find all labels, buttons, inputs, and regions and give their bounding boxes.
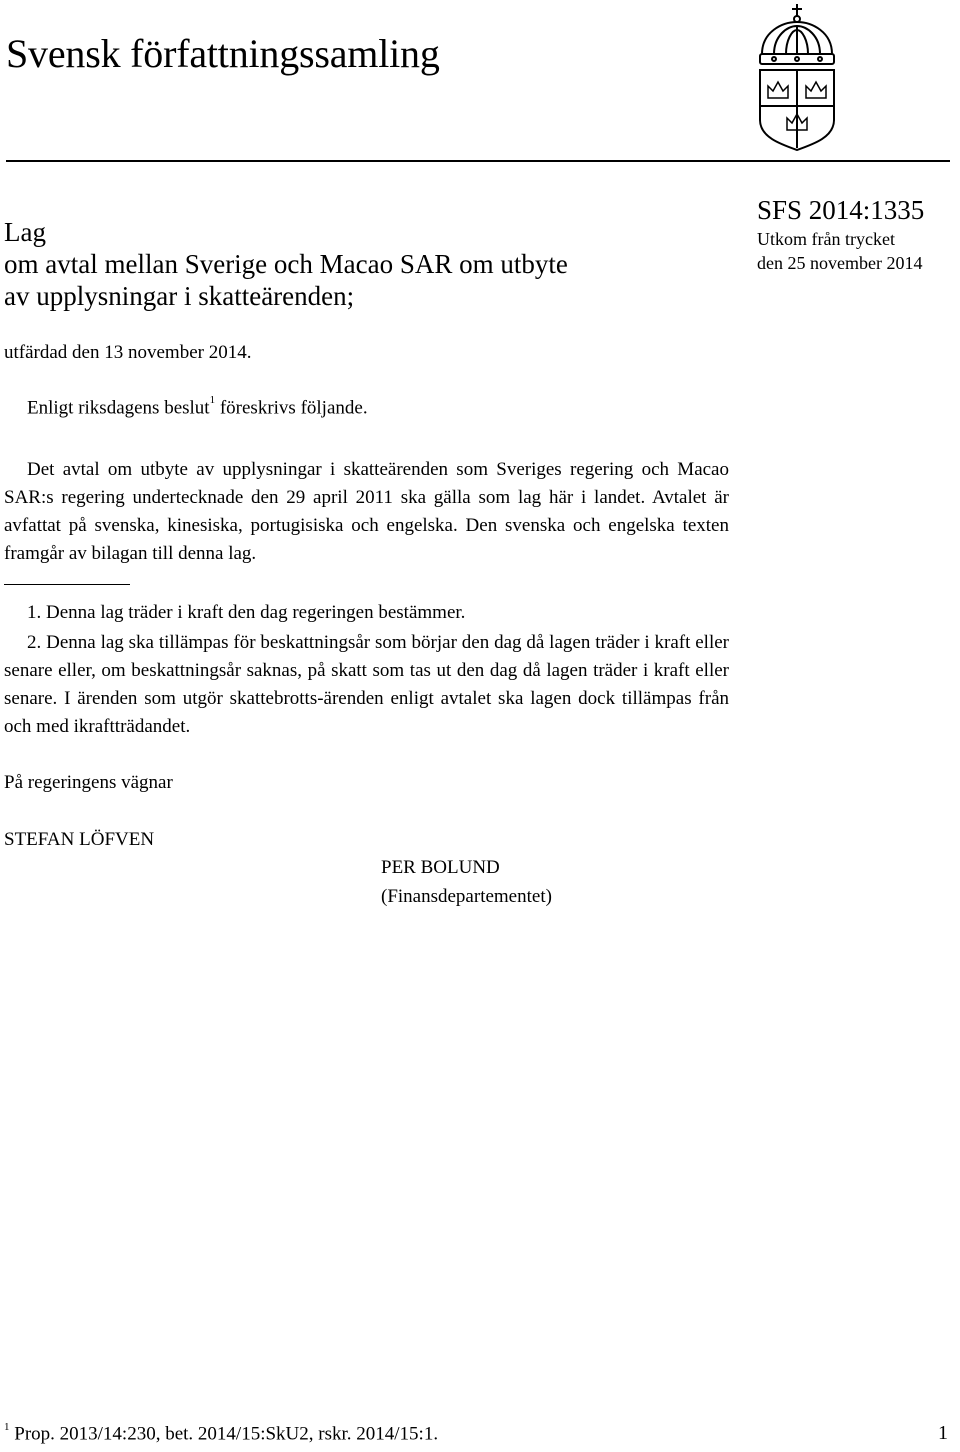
publication-title: Svensk författningssamling bbox=[6, 31, 440, 76]
signer-prime-minister: STEFAN LÖFVEN bbox=[4, 829, 155, 850]
footnote-number: 1 bbox=[4, 1421, 10, 1433]
transitional-item-1: 1. Denna lag träder i kraft den dag regeringen bestämmer. bbox=[27, 602, 466, 623]
law-heading bbox=[4, 216, 568, 312]
footnote-text: Prop. 2013/14:230, bet. 2014/15:SkU2, rskr. 2014/15:1. bbox=[9, 1423, 439, 1445]
footnote bbox=[4, 1423, 438, 1445]
published-line: Utkom från trycket bbox=[757, 229, 895, 249]
section-divider bbox=[4, 584, 130, 585]
published-date: den 25 november 2014 bbox=[757, 253, 923, 273]
decision-text-end: föreskrivs följande. bbox=[215, 397, 368, 419]
page-number: 1 bbox=[938, 1422, 948, 1444]
issued-date: utfärdad den 13 november 2014. bbox=[4, 342, 252, 363]
header-divider bbox=[6, 160, 950, 162]
footnote-ref: 1 bbox=[209, 394, 216, 406]
on-behalf-line: På regeringens vägnar bbox=[4, 772, 173, 793]
transitional-item-2: 2. Denna lag ska tillämpas för beskattningsår som börjar den dag då lagen träder i kraft eller senare eller, om beskattningsår saknas, på skatt som tas ut den dag då lagen träder i kraft eller senare. I ärenden som utgör skattebrotts-ärenden enligt avtalet ska lagen dock tillämpas från och med ikraftträdandet. bbox=[4, 632, 729, 737]
law-heading-line: om avtal mellan Sverige och Macao SAR om utbyte bbox=[4, 249, 568, 279]
signer-minister: PER BOLUND bbox=[381, 857, 500, 878]
sfs-number: SFS 2014:1335 bbox=[757, 195, 925, 225]
sfs-info bbox=[757, 193, 924, 275]
law-heading-line: Lag bbox=[4, 217, 46, 247]
swedish-coat-of-arms-icon bbox=[752, 2, 842, 152]
decision-line bbox=[27, 394, 368, 419]
decision-text: Enligt riksdagens beslut bbox=[27, 397, 210, 419]
body-paragraph: Det avtal om utbyte av upplysningar i skatteärenden som Sveriges regering och Macao SAR:s regering undertecknade den 29 april 2011 ska gälla som lag här i landet. Avtalet är avfattat på svenska, kinesiska, portugisiska och engelska. Den svenska och engelska texten framgår av bilagan till denna lag. bbox=[4, 459, 729, 564]
signer-department: (Finansdepartementet) bbox=[381, 886, 552, 907]
law-heading-line: av upplysningar i skatteärenden; bbox=[4, 281, 355, 311]
